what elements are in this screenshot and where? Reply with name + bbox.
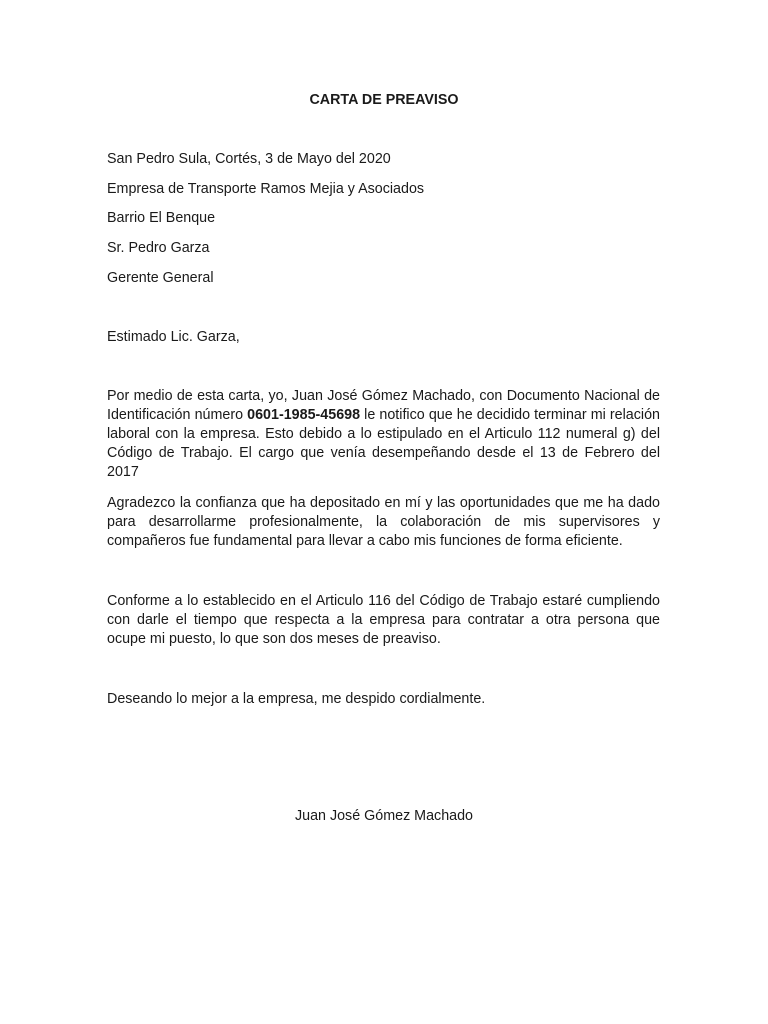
id-number: 0601-1985-45698 — [247, 407, 361, 423]
company-name: Empresa de Transporte Ramos Mejia y Asociados — [107, 181, 425, 197]
recipient-name: Sr. Pedro Garza — [107, 240, 210, 256]
place-date: San Pedro Sula, Cortés, 3 de Mayo del 2020 — [107, 151, 391, 167]
signature-name: Juan José Gómez Machado — [294, 808, 473, 824]
paragraph-notice — [107, 387, 660, 482]
paragraph-notice-part1: Por medio de esta carta, yo, Juan José Gómez Machado, con Documento Nacional de Identificación número — [107, 388, 660, 423]
letter-title: CARTA DE PREAVISO — [309, 92, 459, 108]
paragraph-notice-period: Conforme a lo establecido en el Articulo 116 del Código de Trabajo estaré cumpliendo con darle el tiempo que respecta a la empresa para contratar a otra persona que ocupe mi puesto, lo que son dos meses de preaviso. — [107, 593, 660, 647]
company-address: Barrio El Benque — [107, 210, 216, 226]
paragraph-gratitude: Agradezco la confianza que ha depositado en mí y las oportunidades que me ha dado para desarrollarme profesionalmente, la colaboración de mis supervisores y compañeros fue fundamental para llevar a cabo mis funciones de forma eficiente. — [107, 495, 660, 549]
paragraph-notice-part2: le notifico que he decidido terminar mi relación laboral con la empresa. Esto debido a lo estipulado en el Articulo 112 numeral g) del Código de Trabajo. El cargo que venía desempeñando desde el 13 de Febrero del 2017 — [107, 407, 660, 480]
greeting: Estimado Lic. Garza, — [107, 329, 240, 345]
recipient-position: Gerente General — [107, 270, 214, 286]
closing-line: Deseando lo mejor a la empresa, me despido cordialmente. — [107, 691, 486, 707]
